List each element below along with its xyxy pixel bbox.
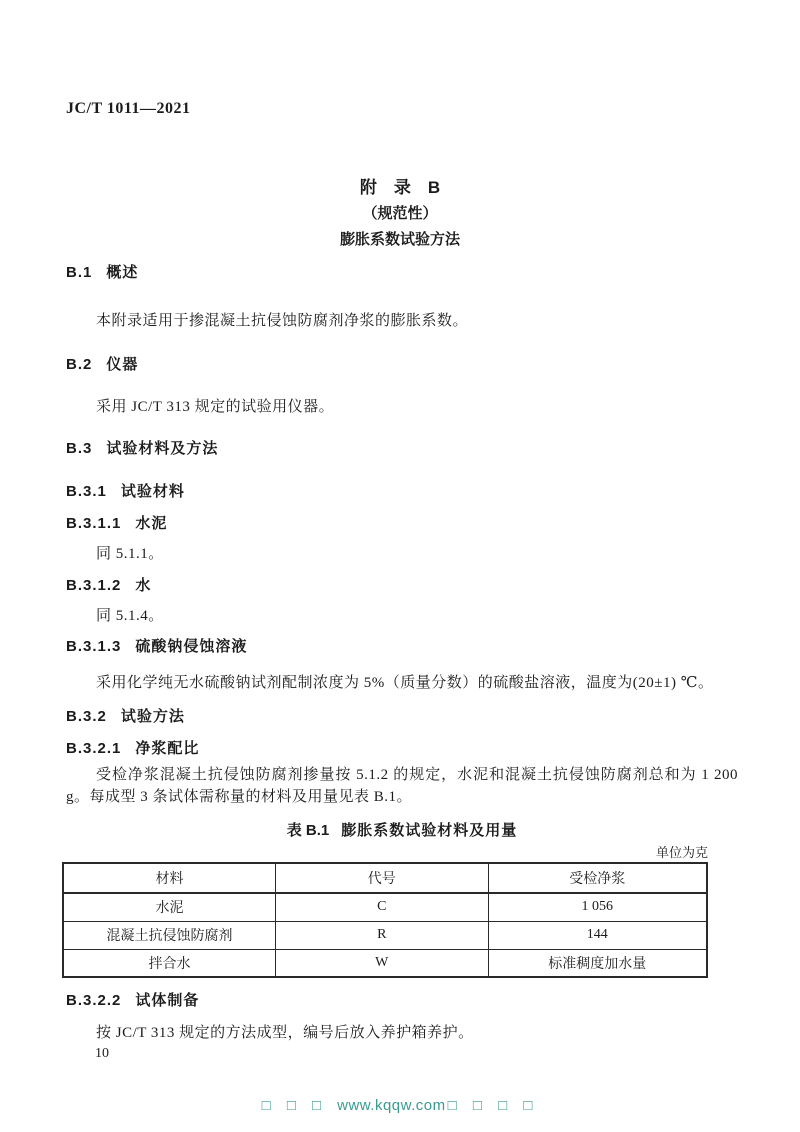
section-title: 试验材料 bbox=[120, 483, 185, 500]
section-number: B.3.2.1 bbox=[66, 740, 122, 757]
section-number: B.3.2 bbox=[66, 708, 107, 725]
cell-material: 混凝土抗侵蚀防腐剂 bbox=[63, 921, 276, 949]
section-title: 水 bbox=[135, 577, 152, 594]
table-row bbox=[63, 949, 707, 977]
cell-symbol: W bbox=[276, 949, 489, 977]
section-paragraph-b3-1-2: 同 5.1.4。 bbox=[96, 608, 164, 624]
section-title: 净浆配比 bbox=[135, 740, 200, 757]
section-title: 水泥 bbox=[135, 515, 168, 532]
cell-amount: 144 bbox=[488, 921, 707, 949]
watermark-suffix-boxes: □ □ □ □ bbox=[447, 1097, 539, 1114]
footer-watermark bbox=[0, 1096, 800, 1116]
section-title: 试验材料及方法 bbox=[106, 440, 219, 457]
section-title: 仪器 bbox=[106, 356, 139, 373]
appendix-normative-label: （规范性） bbox=[362, 205, 438, 222]
table-row bbox=[63, 921, 707, 949]
section-heading-b3-1-1 bbox=[66, 513, 738, 535]
cell-symbol: R bbox=[276, 921, 489, 949]
section-number: B.1 bbox=[66, 264, 93, 281]
table-header-symbol: 代号 bbox=[276, 863, 489, 893]
section-heading-b2 bbox=[66, 354, 738, 376]
appendix-subject-title: 膨胀系数试验方法 bbox=[339, 231, 460, 248]
section-heading-b3-2 bbox=[66, 706, 738, 728]
section-title: 硫酸钠侵蚀溶液 bbox=[135, 638, 248, 655]
section-heading-b1 bbox=[66, 262, 738, 284]
section-paragraph-b2: 采用 JC/T 313 规定的试验用仪器。 bbox=[96, 399, 335, 415]
section-heading-b3-1 bbox=[66, 481, 738, 503]
watermark-url: www.kqqw.com bbox=[337, 1097, 446, 1114]
cell-symbol: C bbox=[276, 893, 489, 921]
section-number: B.2 bbox=[66, 356, 93, 373]
section-paragraph-b3-1-1: 同 5.1.1。 bbox=[96, 546, 164, 562]
appendix-title-block bbox=[0, 176, 800, 252]
table-unit-note: 单位为克 bbox=[655, 845, 708, 860]
table-header-row bbox=[63, 863, 707, 893]
section-number: B.3.1.1 bbox=[66, 515, 122, 532]
section-title: 试验方法 bbox=[120, 708, 185, 725]
section-paragraph-b3-2-1: 受检净浆混凝土抗侵蚀防腐剂掺量按 5.1.2 的规定，水泥和混凝土抗侵蚀防腐剂总和为 1 200 g。每成型 3 条试体需称量的材料及用量见表 B.1。 bbox=[66, 767, 738, 805]
section-title: 概述 bbox=[106, 264, 139, 281]
table-header-test-paste: 受检净浆 bbox=[488, 863, 707, 893]
section-heading-b3 bbox=[66, 438, 738, 460]
table-caption bbox=[66, 820, 738, 842]
table-header-material: 材料 bbox=[63, 863, 276, 893]
materials-table bbox=[62, 862, 708, 978]
section-number: B.3 bbox=[66, 440, 93, 457]
section-number: B.3.1.2 bbox=[66, 577, 122, 594]
watermark-prefix-boxes: □ □ □ bbox=[261, 1097, 328, 1114]
section-heading-b3-1-3 bbox=[66, 636, 738, 658]
section-paragraph-b1: 本附录适用于掺混凝土抗侵蚀防腐剂净浆的膨胀系数。 bbox=[96, 313, 469, 329]
section-number: B.3.1.3 bbox=[66, 638, 122, 655]
page-number: 10 bbox=[95, 1046, 109, 1061]
cell-amount: 1 056 bbox=[488, 893, 707, 921]
table-caption-label: 表 B.1 bbox=[286, 822, 330, 839]
section-number: B.3.1 bbox=[66, 483, 107, 500]
section-paragraph-b3-2-2: 按 JC/T 313 规定的方法成型，编号后放入养护箱养护。 bbox=[96, 1025, 474, 1041]
section-title: 试体制备 bbox=[135, 992, 200, 1009]
appendix-title: 附 录 B bbox=[359, 178, 441, 197]
table-caption-title: 膨胀系数试验材料及用量 bbox=[341, 822, 518, 839]
section-heading-b3-2-2 bbox=[66, 990, 738, 1012]
section-number: B.3.2.2 bbox=[66, 992, 122, 1009]
cell-material: 拌合水 bbox=[63, 949, 276, 977]
section-paragraph-b3-1-3: 采用化学纯无水硫酸钠试剂配制浓度为 5%（质量分数）的硫酸盐溶液，温度为(20±1) ℃。 bbox=[96, 675, 714, 691]
standard-number: JC/T 1011—2021 bbox=[66, 100, 191, 117]
table-row bbox=[63, 893, 707, 921]
document-body bbox=[66, 260, 738, 1044]
cell-amount: 标准稠度加水量 bbox=[488, 949, 707, 977]
cell-material: 水泥 bbox=[63, 893, 276, 921]
section-heading-b3-1-2 bbox=[66, 575, 738, 597]
section-heading-b3-2-1 bbox=[66, 738, 738, 760]
